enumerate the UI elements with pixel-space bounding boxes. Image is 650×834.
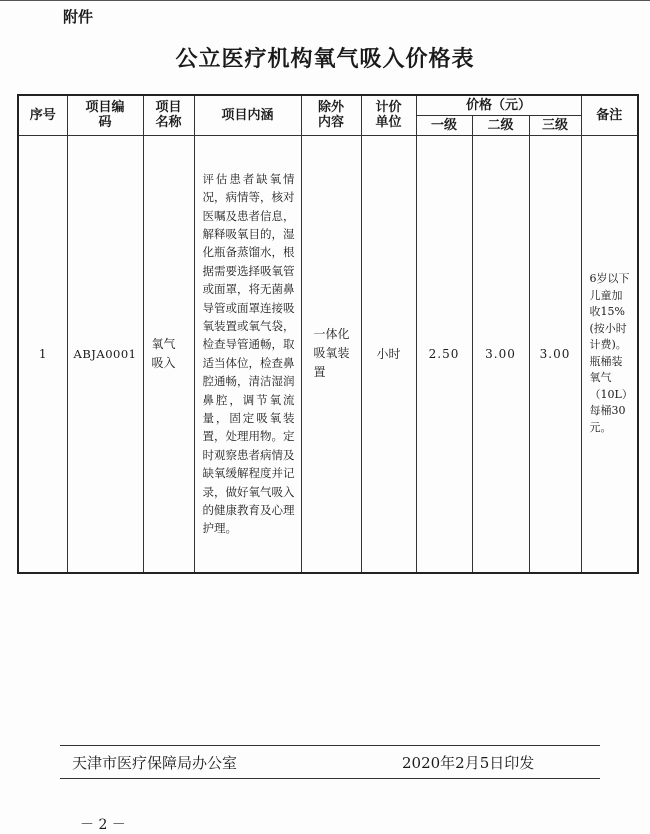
header-name: 项目名称 — [143, 95, 194, 135]
header-unit: 计价单位 — [361, 95, 416, 135]
table-row — [18, 135, 638, 573]
cell-unit: 小时 — [361, 135, 416, 573]
issuing-office: 天津市医疗保障局办公室 — [72, 754, 238, 772]
header-level1: 一级 — [416, 115, 472, 135]
cell-level1-price: 2.50 — [416, 135, 472, 573]
header-code: 项目编码 — [67, 95, 143, 135]
header-price-group: 价格（元） — [416, 95, 581, 115]
header-content: 项目内涵 — [194, 95, 301, 135]
top-border-line — [0, 0, 650, 1]
attachment-label: 附件 — [63, 8, 94, 26]
price-table — [17, 94, 639, 574]
page-number: － 2 － — [80, 817, 126, 833]
issue-date: 2020年2月5日印发 — [402, 754, 535, 772]
header-level2: 二级 — [472, 115, 529, 135]
cell-note: 6岁以下儿童加收15%(按小时计费)。瓶桶装氧气（10L）每桶30元。 — [581, 135, 638, 573]
cell-content: 评估患者缺氧情况，病情等，核对医嘱及患者信息，解释吸氧目的，湿化瓶备蒸馏水，根据需要选择吸氧管或面罩，将无菌鼻导管或面罩连接吸氧装置或氧气袋，检查导管通畅，取适当体位，检查鼻腔通畅，清洁湿润鼻腔，调节氧流量，固定吸氧装置，处理用物。定时观察患者病情及缺氧缓解程度并记录，做好氧气吸入的健康教育及心理护理。 — [194, 135, 301, 573]
cell-name: 氧气吸入 — [143, 135, 194, 573]
footer-divider-bottom — [60, 778, 600, 779]
cell-code: ABJA0001 — [67, 135, 143, 573]
header-level3: 三级 — [529, 115, 581, 135]
footer-divider-top — [60, 745, 600, 746]
cell-seq: 1 — [18, 135, 67, 573]
header-seq: 序号 — [18, 95, 67, 135]
header-excluded: 除外内容 — [301, 95, 361, 135]
document-title: 公立医疗机构氧气吸入价格表 — [175, 46, 475, 72]
header-note: 备注 — [581, 95, 638, 135]
cell-level2-price: 3.00 — [472, 135, 529, 573]
cell-excluded: 一体化吸氧装置 — [301, 135, 361, 573]
cell-level3-price: 3.00 — [529, 135, 581, 573]
